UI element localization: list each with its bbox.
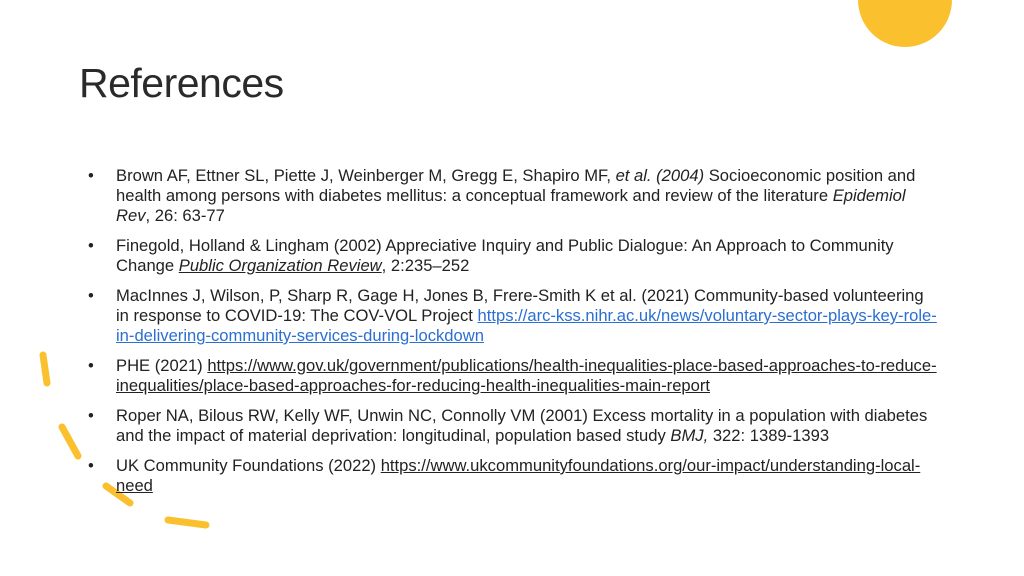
bullet: • [88,406,94,425]
reference-link[interactable]: https://www.gov.uk/government/publications/health-inequalities-place-based-approaches-to-reduce-inequalities/place-based-approaches-for-reducing-health-inequalities-main-report [116,356,937,395]
slide-title: References [79,60,284,106]
yellow-circle-decoration [858,0,952,47]
reference-list [88,166,940,506]
reference-text: UK Community Foundations (2022) [116,456,381,475]
reference-text: , 2:235–252 [381,256,470,275]
reference-text: , 26: 63-77 [145,206,225,225]
yellow-stroke-decoration [168,520,206,525]
reference-journal: BMJ, [670,426,709,445]
reference-item [88,356,940,396]
reference-journal: Epidemiol Rev [116,186,906,225]
reference-item [88,236,940,276]
reference-journal-link[interactable]: Public Organization Review [178,256,382,275]
yellow-stroke-decoration [62,427,78,456]
reference-item [88,286,940,346]
reference-link[interactable]: https://arc-kss.nihr.ac.uk/news/voluntary-sector-plays-key-role-in-delivering-community-services-during-lockdown [116,306,937,345]
reference-text: Finegold, Holland & Lingham (2002) Appreciative Inquiry and Public Dialogue: An Approach to Community Change [116,236,894,275]
reference-text: Roper NA, Bilous RW, Kelly WF, Unwin NC, Connolly VM (2001) Excess mortality in a population with diabetes and the impact of material deprivation: longitudinal, population based study [116,406,928,445]
reference-item [88,456,940,496]
yellow-stroke-decoration [43,355,47,383]
reference-item [88,166,940,226]
reference-et-al: et al. (2004) [615,166,705,185]
reference-text: Socioeconomic position and health among persons with diabetes mellitus: a conceptual framework and review of the literature [116,166,916,205]
reference-item [88,406,940,446]
reference-text: MacInnes J, Wilson, P, Sharp R, Gage H, Jones B, Frere-Smith K et al. (2021) Community-based volunteering in response to COVID-19: The COV-VOL Project [116,286,924,325]
bullet: • [88,166,94,185]
reference-text: 322: 1389-1393 [708,426,830,445]
bullet: • [88,286,94,305]
bullet: • [88,356,94,375]
bullet: • [88,456,94,475]
reference-text: PHE (2021) [116,356,208,375]
reference-text: Brown AF, Ettner SL, Piette J, Weinberger M, Gregg E, Shapiro MF, [116,166,616,185]
reference-link[interactable]: https://www.ukcommunityfoundations.org/our-impact/understanding-local-need [116,456,921,495]
bullet: • [88,236,94,255]
